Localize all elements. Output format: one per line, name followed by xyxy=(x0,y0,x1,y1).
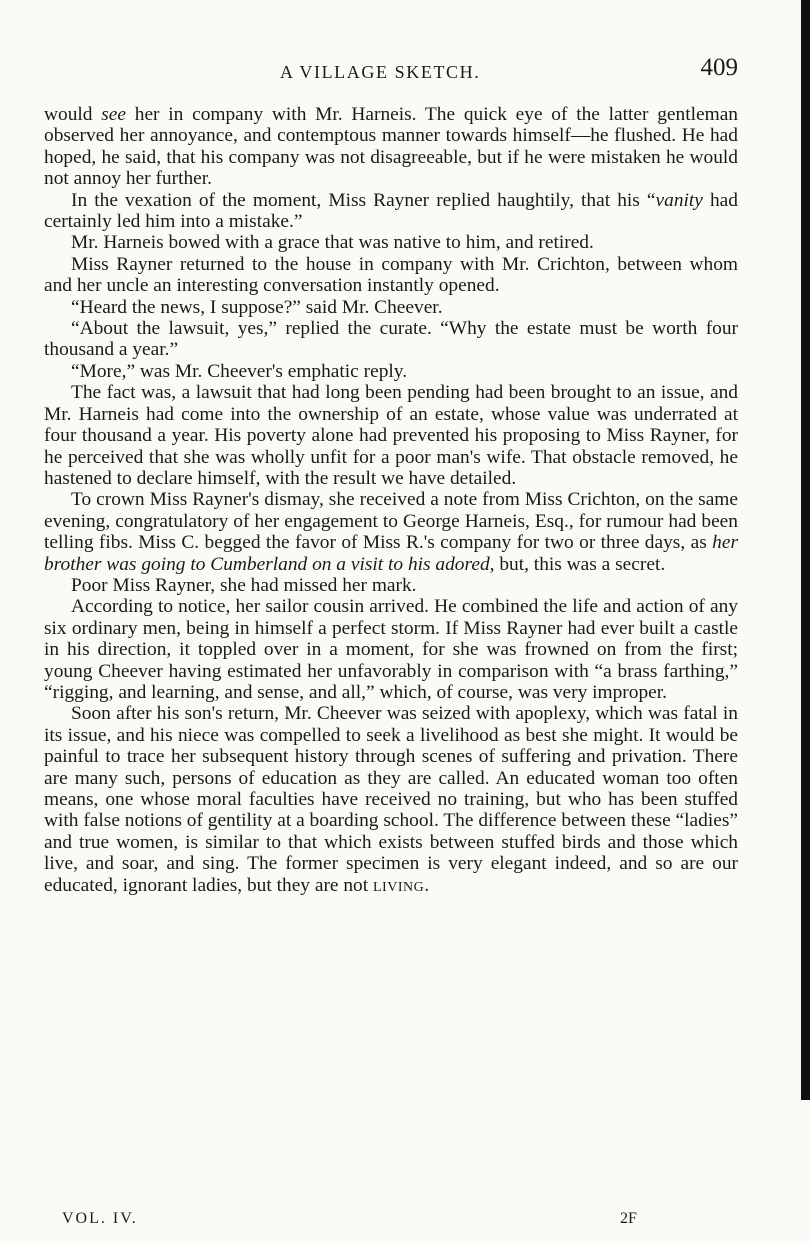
paragraph-text: According to notice, her sailor cousin arrived. He combined the life and action of any six ordinary men, being in himself a perfect storm. If Miss Rayner had ever built a castle in his direction, it toppled over in a moment, for she was frowned on from the first; young Cheever having estimated her unfavorably in comparison with “a brass farthing,” “rigging, and learning, and sense, and all,” which, of course, was very improper. xyxy=(44,596,738,703)
emphasis-text: vanity xyxy=(655,189,703,211)
volume-signature: VOL. IV. xyxy=(62,1210,138,1227)
paragraph-text: had certainly led him into a mistake.” xyxy=(44,189,738,233)
paragraph-text: “Heard the news, I suppose?” said Mr. Cheever. xyxy=(71,296,443,318)
paragraph-text: The fact was, a lawsuit that had long been pending had been brought to an issue, and Mr. Harneis had come into the ownership of an estate, whose value was underrated at four thousand a year. His poverty alone had prevented his proposing to Miss Rayner, for he perceived that she was wholly unfit for a poor man's wife. That obstacle removed, he hastened to declare himself, with the result we have detailed. xyxy=(44,382,738,489)
paragraph xyxy=(44,361,738,382)
small-caps-text: living. xyxy=(373,874,430,896)
paragraph xyxy=(44,190,738,233)
page-footer xyxy=(48,1210,688,1234)
gathering-signature: 2F xyxy=(620,1210,637,1227)
paragraph-text: To crown Miss Rayner's dismay, she received a note from Miss Crichton, on the same evening, congratulatory of her engagement to George Harneis, Esq., for rumour had been telling fibs. Miss C. begged the favor of Miss R.'s company for two or three days, as xyxy=(44,489,738,554)
page-number: 409 xyxy=(700,54,738,81)
emphasis-text: see xyxy=(101,104,126,125)
paragraph-text: Miss Rayner returned to the house in company with Mr. Crichton, between whom and her uncle an interesting conversation instantly opened. xyxy=(44,253,738,297)
running-header xyxy=(48,54,738,92)
running-title: A VILLAGE SKETCH. xyxy=(280,62,481,82)
paragraph-text: her in company with Mr. Harneis. The quick eye of the latter gentleman observed her annoyance, and contemptous manner towards himself—he flushed. He had hoped, he said, that his company was not disagreeable, but if he were mistaken he would not annoy her further. xyxy=(44,104,738,190)
body-text xyxy=(44,104,738,896)
paragraph-text: Mr. Harneis bowed with a grace that was native to him, and retired. xyxy=(71,232,594,254)
paragraph-text: Soon after his son's return, Mr. Cheever was seized with apoplexy, which was fatal in its issue, and his niece was compelled to seek a livelihood as best she might. It would be painful to trace her subsequent history through scenes of suffering and privation. There are many such, persons of education as they are called. An educated woman too often means, one whose moral faculties have received no training, but who has been stuffed with false notions of gentility at a boarding school. The difference between these “ladies” and true women, is similar to that which exists between stuffed birds and those which live, and soar, and sing. The former specimen is very elegant indeed, and so are our educated, ignorant ladies, but they are not xyxy=(44,703,738,896)
paragraph xyxy=(44,104,738,190)
page-edge-rule xyxy=(801,0,810,1100)
paragraph xyxy=(44,489,738,575)
paragraph-text: In the vexation of the moment, Miss Rayner replied haughtily, that his “ xyxy=(71,189,656,211)
paragraph-text: but, this was a secret. xyxy=(494,553,666,575)
paragraph xyxy=(44,318,738,361)
paragraph xyxy=(44,382,738,489)
paragraph xyxy=(44,232,738,253)
emphasis-text: her brother was going to Cumberland on a visit to his adored, xyxy=(44,532,738,575)
paragraph xyxy=(44,703,738,896)
paragraph xyxy=(44,254,738,297)
paragraph xyxy=(44,596,738,703)
paragraph xyxy=(44,297,738,318)
paragraph-text: “About the lawsuit, yes,” replied the curate. “Why the estate must be worth four thousand a year.” xyxy=(44,318,738,361)
paragraph-text: Poor Miss Rayner, she had missed her mark. xyxy=(71,574,417,596)
paragraph xyxy=(44,575,738,596)
paragraph-text: “More,” was Mr. Cheever's emphatic reply. xyxy=(71,360,408,382)
paragraph-text: would xyxy=(44,104,102,125)
